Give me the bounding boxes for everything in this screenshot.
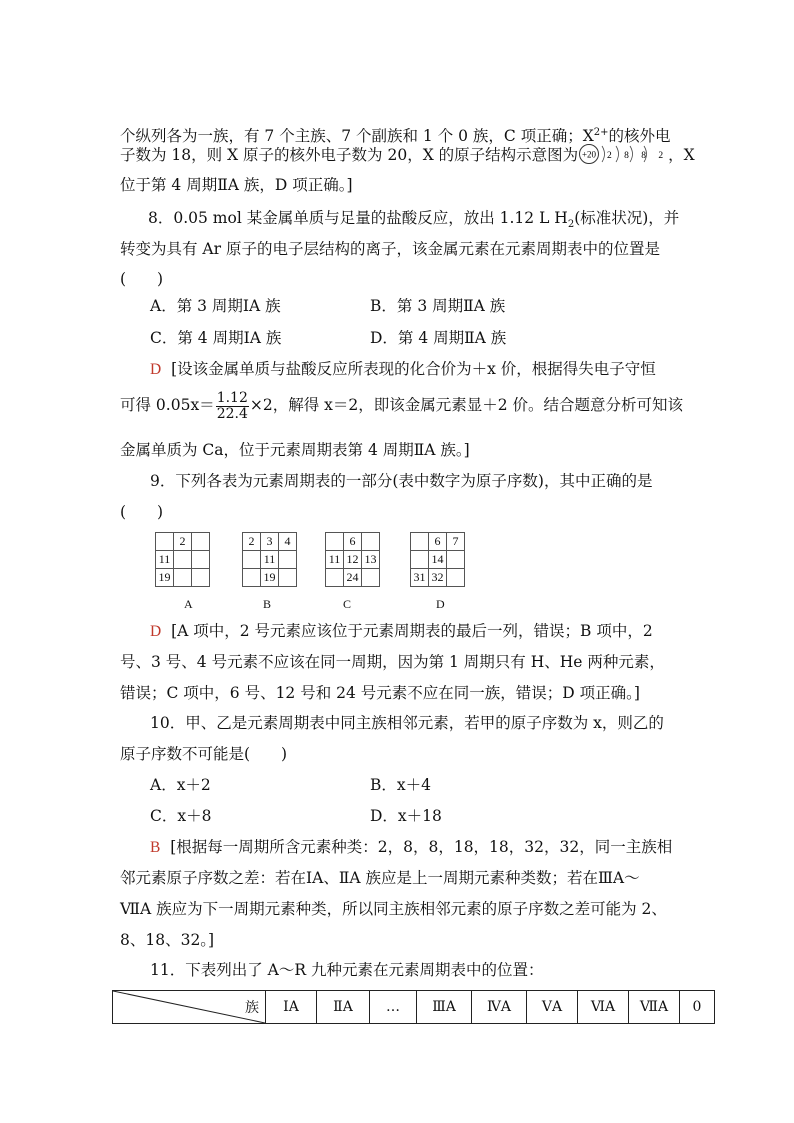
q8-option-d: D．第 4 周期ⅡA 族	[370, 329, 507, 347]
grid-d-label: D	[436, 597, 445, 611]
grid-b-label: B	[263, 597, 272, 611]
group-header-cell: ⅥA	[578, 991, 629, 1024]
table-corner-cell: 族	[113, 991, 266, 1024]
group-header-cell: ⅤA	[527, 991, 578, 1024]
q10-explanation-line-1: B [根据每一周期所含元素种类：2，8，8，18，18，32，32，同一主族相	[150, 838, 673, 856]
q10-explanation-line-3: ⅦA 族应为下一周期元素种类，所以同主族相邻元素的原子序数之差可能为 2、	[120, 900, 667, 918]
q9-explanation-line-3: 错误；C 项中，6 号、12 号和 24 号元素不应在同一族，错误；D 项正确。]	[120, 684, 640, 702]
grid-a-label: A	[184, 597, 193, 611]
q10-stem-line-1: 10．甲、乙是元素周期表中同主族相邻元素，若甲的原子序数为 x，则乙的	[150, 714, 664, 732]
q9-answer-paren: ( )	[120, 503, 164, 521]
group-header-cell: 0	[680, 991, 715, 1024]
q7-expl-line-3: 位于第 4 周期ⅡA 族，D 项正确。]	[120, 176, 353, 194]
q10-explanation-line-4: 8、18、32。]	[120, 931, 215, 949]
q10-option-a: A．x＋2	[150, 776, 211, 794]
q8-option-a: A．第 3 周期ⅠA 族	[150, 297, 281, 315]
grid-b: 2 3 4 11 19	[242, 532, 297, 587]
fraction: $\frac{1.12}{22.4}$	[216, 390, 248, 422]
q8-answer-paren: ( )	[120, 270, 164, 288]
q10-stem-line-2: 原子序数不可能是( )	[120, 745, 288, 763]
q8-answer: D	[150, 361, 162, 378]
q10-option-c: C．x＋8	[150, 807, 212, 825]
q8-explanation-line-2: 可得 0.05x＝ $\frac{1.12}{22.4}$ ×2，解得 x＝2，即该金属元素显＋2 价。结合题意分析可知该	[120, 390, 684, 422]
q10-explanation-line-2: 邻元素原子序数之差：若在ⅠA、ⅡA 族应是上一周期元素种类数；若在ⅢA～	[120, 869, 640, 887]
q8-option-c: C．第 4 周期ⅠA 族	[150, 329, 282, 347]
q10-option-d: D．x＋18	[370, 807, 442, 825]
grid-d: 6 7 14 31 32	[410, 532, 465, 587]
q10-option-b: B．x＋4	[370, 776, 431, 794]
q8-explanation-line-1: D [设该金属单质与盐酸反应所表现的化合价为＋x 价，根据得失电子守恒	[150, 360, 656, 378]
atom-nucleus: +20	[582, 149, 597, 160]
q7-expl-line-1: 个纵列各为一族，有 7 个主族、7 个副族和 1 个 0 族，C 项正确；$X^{2+}$的核外电	[120, 127, 671, 146]
q10-answer: B	[150, 839, 161, 856]
q8-option-b: B．第 3 周期ⅡA 族	[370, 297, 506, 315]
diagonal-line	[113, 991, 265, 1023]
grid-a: 2 11 19	[155, 532, 210, 587]
q9-stem-line-1: 9．下列各表为元素周期表的一部分(表中数字为原子序数)，其中正确的是	[150, 472, 653, 490]
grid-c-label: C	[343, 597, 352, 611]
q8-stem-line-2: 转变为具有 Ar 原子的电子层结构的离子，该金属元素在元素周期表中的位置是	[120, 240, 660, 258]
q9-explanation-line-2: 号、3 号、4 号元素不应该在同一周期，因为第 1 周期只有 H、He 两种元素，	[120, 653, 665, 671]
group-header-cell: ⅢA	[417, 991, 472, 1024]
q9-answer: D	[150, 623, 162, 640]
group-header-cell: ⅣA	[472, 991, 527, 1024]
group-header-cell: ⅠA	[266, 991, 317, 1024]
group-header-cell: ⅡA	[317, 991, 370, 1024]
q8-explanation-line-3: 金属单质为 Ca，位于元素周期表第 4 周期ⅡA 族。]	[120, 441, 470, 459]
group-header-cell: …	[370, 991, 417, 1024]
atomic-structure-diagram	[578, 143, 668, 169]
group-header-cell: ⅦA	[629, 991, 680, 1024]
q11-stem: 11．下表列出了 A～R 九种元素在元素周期表中的位置：	[150, 961, 544, 979]
q9-explanation-line-1: D [A 项中，2 号元素应该位于元素周期表的最后一列，错误；B 项中，2	[150, 622, 653, 640]
q7-expl-line-2: 子数为 18，则 X 原子的核外电子数为 20，X 的原子结构示意图为 +20 2 8 8 2 ，X	[120, 143, 695, 169]
periodic-group-header-table	[112, 990, 715, 1024]
grid-c: 6 11 12 13 24	[325, 532, 380, 587]
atom-shells: 2 8 8 2	[607, 151, 669, 161]
q8-stem-line-1: 8．0.05 mol 某金属单质与足量的盐酸反应，放出 1.12 L $H_2$(标准状况)，并	[148, 209, 680, 231]
